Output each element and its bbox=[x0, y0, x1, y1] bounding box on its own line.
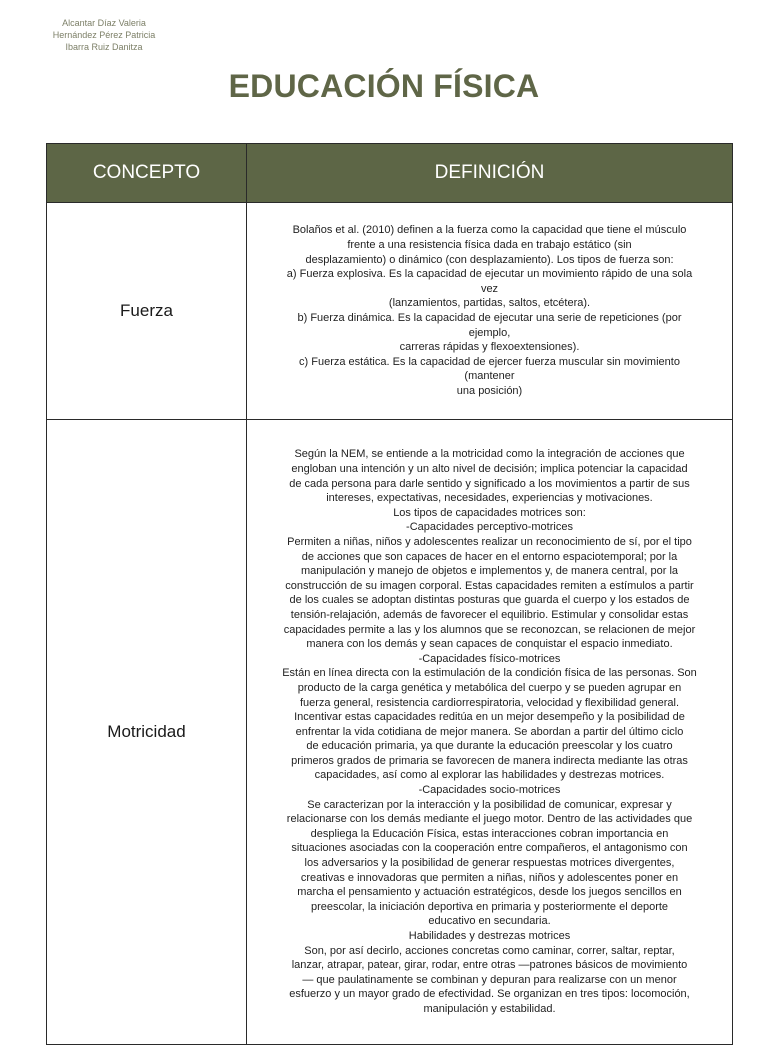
definition-line: de los cuales se adoptan distintas posturas que guarda el cuerpo y los estados de bbox=[289, 594, 690, 607]
definition-line: educativo en secundaria. bbox=[428, 915, 551, 928]
definition-line: los adversarios y la posibilidad de generar respuestas motrices divergentes, bbox=[304, 857, 675, 870]
author-name: Alcantar Díaz Valeria bbox=[62, 18, 146, 28]
definition-line: ejemplo, bbox=[468, 326, 511, 339]
concept-cell: Fuerza bbox=[47, 203, 247, 420]
definition-line: a) Fuerza explosiva. Es la capacidad de ejecutar un movimiento rápido de una sola bbox=[286, 268, 693, 281]
definition-line: — que paulatinamente se combinan y depuran para realizarse con un menor bbox=[302, 973, 677, 986]
definition-line: marcha el pensamiento y actuación estratégicos, desde los juegos sencillos en bbox=[297, 886, 682, 899]
definition-line: Habilidades y destrezas motrices bbox=[408, 930, 571, 943]
definition-line: preescolar, la iniciación deportiva en primaria y posteriormente el deporte bbox=[310, 900, 669, 913]
definition-line: producto de la carga genética y metabólica del cuerpo y se pueden agrupar en bbox=[297, 681, 682, 694]
definition-line: manipulación y manejo de objetos e implementos y, de manera central, por la bbox=[300, 565, 679, 578]
definition-line: de educación primaria, ya que durante la educación preescolar y los cuatro bbox=[306, 740, 673, 753]
definition-line: carreras rápidas y flexoextensiones). bbox=[399, 341, 580, 354]
definition-line: de cada persona para darle sentido y significado a los movimientos a partir de sus bbox=[289, 477, 690, 490]
definition-line: -Capacidades perceptivo-motrices bbox=[406, 521, 573, 534]
definition-line: manipulación y estabilidad. bbox=[423, 1002, 556, 1015]
definition-line: relacionarse con los demás mediante el juego motor. Dentro de las actividades que bbox=[286, 813, 693, 826]
definition-line: (mantener bbox=[464, 370, 515, 383]
definition-line: creativas e innovadoras que permiten a niñas, niños y adolescentes poner en bbox=[300, 871, 679, 884]
definition-line: Los tipos de capacidades motrices son: bbox=[393, 506, 586, 519]
definition-line: Según la NEM, se entiende a la motricidad como la integración de acciones que bbox=[294, 448, 685, 461]
definition-line: intereses, expectativas, necesidades, experiencias y motivaciones. bbox=[326, 492, 653, 505]
table-row bbox=[47, 203, 733, 420]
definition-line: Están en línea directa con la estimulación de la condición física de las personas. Son bbox=[282, 667, 697, 680]
definition-line: de acciones que son capaces de hacer en el entorno espaciotemporal; por la bbox=[301, 550, 678, 563]
table-row bbox=[47, 420, 733, 1045]
definition-line: engloban una intención y un alto nivel de decisión; implica potenciar la capacidad bbox=[291, 463, 688, 476]
definition-line: c) Fuerza estática. Es la capacidad de ejercer fuerza muscular sin movimiento bbox=[299, 355, 680, 368]
definition-line: esfuerzo y un mayor grado de efectividad. Se organizan en tres tipos: locomoción, bbox=[289, 988, 690, 1001]
definition-line: fuerza general, resistencia cardiorrespiratoria, velocidad y flexibilidad general. bbox=[299, 696, 680, 709]
definition-line: tensión-relajación, además de favorecer el equilibrio. Estimular y consolidar estas bbox=[290, 608, 689, 621]
author-name: Hernández Pérez Patricia bbox=[52, 30, 156, 40]
definition-line: enfrentar la vida cotidiana de mejor manera. Se abordan a partir del último ciclo bbox=[295, 725, 684, 738]
definition-line: una posición) bbox=[456, 384, 523, 397]
definition-line: Bolaños et al. (2010) definen a la fuerza como la capacidad que tiene el músculo bbox=[292, 224, 687, 237]
definition-line: Incentivar estas capacidades reditúa en un mejor desempeño y la posibilidad de bbox=[294, 711, 685, 724]
definition-cell bbox=[247, 203, 733, 420]
definition-line: frente a una resistencia física dada en trabajo estático (sin bbox=[347, 239, 632, 252]
definition-line: situaciones asociadas con la cooperación entre compañeros, el antagonismo con bbox=[291, 842, 688, 855]
table-header-row bbox=[47, 144, 733, 203]
definition-cell bbox=[247, 420, 733, 1045]
authors-block bbox=[48, 17, 160, 53]
author-name: Ibarra Ruiz Danitza bbox=[65, 42, 143, 52]
header-definition: DEFINICIÓN bbox=[247, 144, 733, 203]
definition-line: Permiten a niñas, niños y adolescentes realizar un reconocimiento de sí, por el tipo bbox=[287, 535, 692, 548]
header-concept: CONCEPTO bbox=[47, 144, 247, 203]
definition-line: capacidades permite a las y los alumnos que se reconozcan, se relacionen de mejor bbox=[283, 623, 696, 636]
definition-line: lanzar, atrapar, patear, girar, rodar, entre otras —patrones básicos de movimiento bbox=[291, 959, 688, 972]
definition-line: vez bbox=[480, 282, 499, 295]
definition-line: primeros grados de primaria se favorecen de manera indirecta mediante las otras bbox=[291, 754, 688, 767]
definition-line: -Capacidades físico-motrices bbox=[418, 652, 561, 665]
definition-line: capacidades, así como al explorar las habilidades y destrezas motrices. bbox=[314, 769, 665, 782]
definition-line: despliega la Educación Física, estas interacciones cobran importancia en bbox=[310, 827, 669, 840]
definition-line: -Capacidades socio-motrices bbox=[418, 784, 561, 797]
concept-cell: Motricidad bbox=[47, 420, 247, 1045]
definition-line: b) Fuerza dinámica. Es la capacidad de ejecutar una serie de repeticiones (por bbox=[297, 312, 682, 324]
definition-line: Son, por así decirlo, acciones concretas como caminar, correr, saltar, reptar, bbox=[304, 944, 675, 957]
definition-line: Se caracterizan por la interacción y la posibilidad de comunicar, expresar y bbox=[307, 798, 672, 811]
definition-line: construcción de su imagen corporal. Estas capacidades remiten a estímulos a partir bbox=[285, 579, 694, 592]
concept-definition-table bbox=[46, 143, 733, 1045]
definition-line: (lanzamientos, partidas, saltos, etcétera). bbox=[388, 297, 591, 310]
page-title: EDUCACIÓN FÍSICA bbox=[228, 68, 540, 104]
definition-line: manera con los demás y sean capaces de conquistar el espacio inmediato. bbox=[306, 638, 673, 651]
definition-line: desplazamiento) o dinámico (con desplazamiento). Los tipos de fuerza son: bbox=[305, 253, 674, 266]
